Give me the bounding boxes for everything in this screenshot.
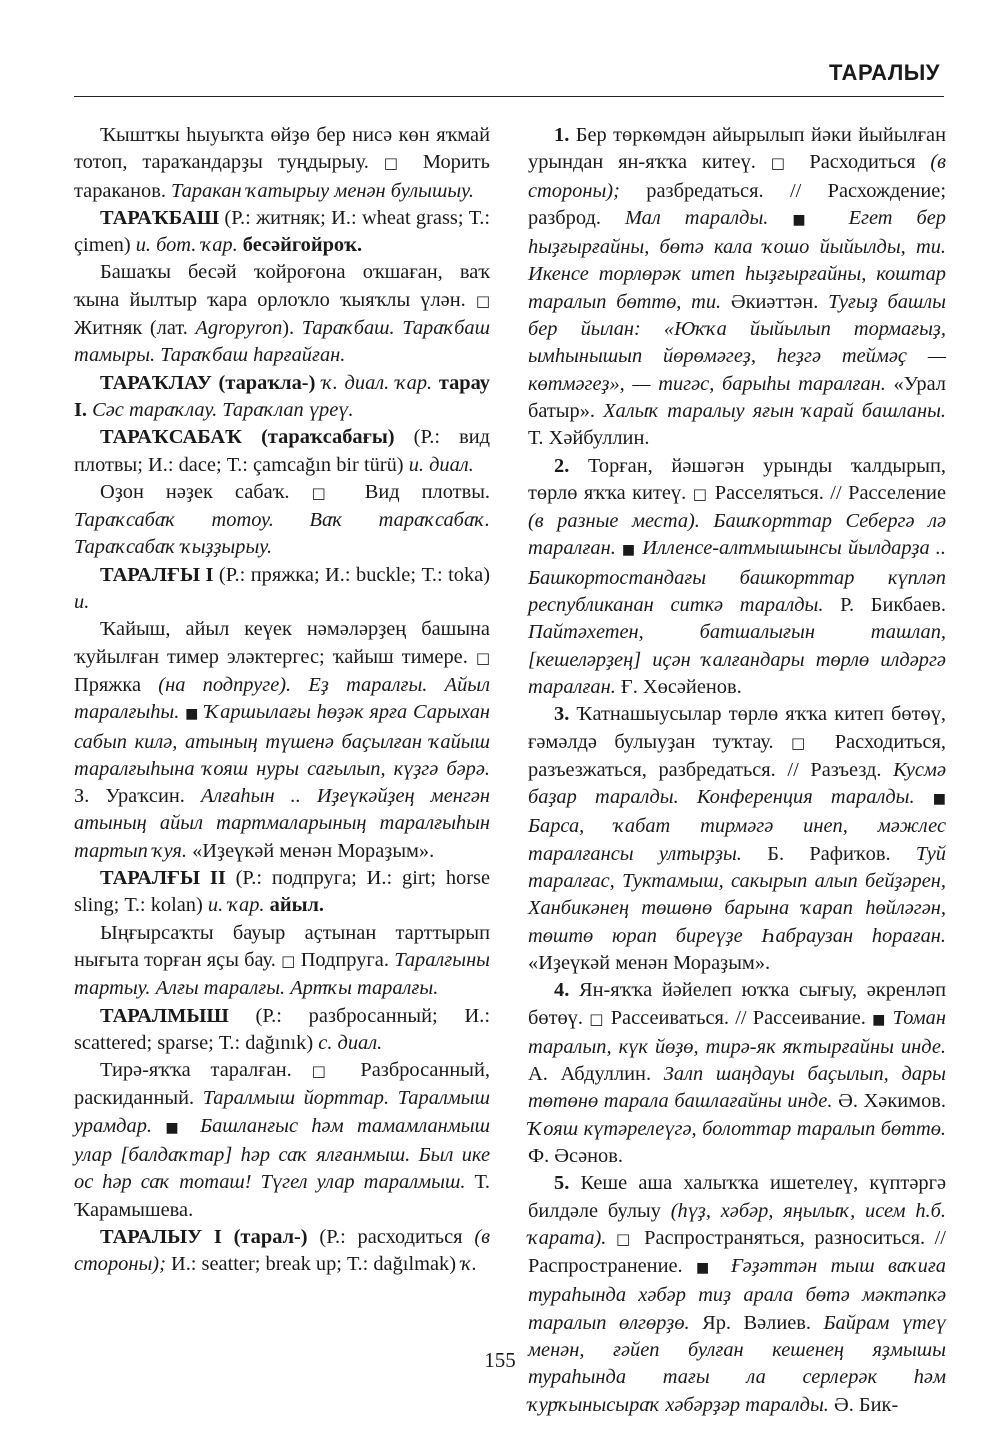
definition-paragraph: Тирә-яҡҡа таралған. □ Разбросанный, раскиданный. Таралмыш йорттар. Таралмыш урамдар. ■ Башланғыс һәм тамамланмыш улар [балдаҡтар] һәр саҡ ялғанмыш. Был ике ос һәр саҡ тоташ! Түгел улар таралмыш. Т. Ҡарамышева. bbox=[74, 1059, 490, 1221]
left-column bbox=[74, 122, 490, 1278]
running-header: ТАРАЛЫУ bbox=[829, 60, 940, 85]
sense-1: 1. Бер төркөмдән айырылып йәки йыйылған урындан ян-яҡҡа китеү. □ Расходиться (в стороны); разбредаться. // Расхождение; разброд. Мал таралды. ■ Егет бер һыҙғырғайны, бөтә кала ҡошо йыйылды, ти. Икенсе торлөрәк итеп һыҙғырғайны, коштар таралып бөттө, ти. Әкиәттән. Туғыҙ башлы бер йылан: «Юҡҡа йыйылып тормағыҙ, ымһынышып йөрөмәгеҙ, һеҙгә теймәҫ — көтмәгеҙ», — тигәс, барыһы таралған. «Урал батыр». Халыҡ таралыу яғын ҡарай башланы. Т. Хәйбуллин. bbox=[528, 124, 946, 450]
sense-4: 4. Ян-яҡҡа йәйелеп юҡҡа сығыу, әкренләп бөтөү. □ Рассеиваться. // Рассеивание. ■ Томан таралып, күк йөҙө, тирә-як яҡтырғайны инде. А. Абдуллин. Залп шаңдауы баҫылып, дары төтөнө тарала башлағайны инде. Ә. Хәкимов. Ҡояш күтәрелеүгә, болоттар таралып бөттө. Ф. Әсәнов. bbox=[528, 979, 946, 1167]
definition-paragraph: Башаҡы бесәй ҡойроғона оҡшаған, ваҡ ҡына йылтыр ҡара орлоҡло ҡыяҡлы үлән. □ Житняк (лат. Agropyron). Тараҡбаш. Тараҡбаш тамыры. Тараҡбаш һарғайған. bbox=[74, 261, 490, 367]
entry-taralyu-1: ТАРАЛЫУ I (тарал-) (Р.: расходиться (в стороны); И.: seatter; break up; Т.: dağılmak) ҡ. bbox=[74, 1225, 490, 1276]
entry-taralgy-1: ТАРАЛҒЫ I (Р.: пряжка; И.: buckle; Т.: toka) и. bbox=[74, 563, 490, 614]
entry-taralgy-2: ТАРАЛҒЫ II (Р.: подпруга; И.: girt; horse sling; Т.: kolan) и. ҡар. айыл. bbox=[74, 867, 490, 917]
sense-5: 5. Кеше аша халыҡҡа ишетелеү, күптәргә билдәле булыу (һүҙ, хәбәр, яңылыҡ, исем һ.б. ҡарата). □ Распространяться, разноситься. // Распространение. ■ Ғәҙәттән тыш ваҡиға тураһында хәбәр тиҙ арала бөтә мәктәпкә таралып өлгөрҙө. Яр. Вәлиев. Байрам үтеү менән, ғәйеп булған кешенең яҙмышы тураһында тағы ла серлерәк һәм ҡурҡынысыраҡ хәбәрҙәр таралды. Ә. Бик- bbox=[528, 1172, 947, 1416]
definition-paragraph: Оҙон нәҙек сабаҡ. □ Вид плотвы. Тараҡсабаҡ тотоу. Ваҡ тараҡсабаҡ. Тараҡсабаҡ ҡыҙҙырыу. bbox=[74, 480, 490, 559]
entry-taraksabak: ТАРАҠСАБАҠ (тараҡсабағы) (Р.: вид плотвы; И.: dace; Т.: çamcağın bir türü) и. диал. bbox=[74, 426, 490, 476]
header-divider bbox=[74, 96, 944, 97]
entry-taralmysh: ТАРАЛМЫШ (Р.: разбросанный; И.: scattered; sparse; Т.: dağınık) с. диал. bbox=[74, 1004, 490, 1054]
sense-3: 3. Ҡатнашыусылар төрлө яҡҡа китеп бөтөү, ғәмәлдә булыуҙан туҡтау. □ Расходиться, разъезжаться, разбредаться. // Разъезд. Кусмә баҙар таралды. Конференция таралды. ■ Барса, ҡабат тирмәгә инеп, мәжлес таралғансы ултырҙы. Б. Рафиҡов. Туй таралғас, Туктамыш, сакырып алып бейҙәрен, Ханбикәнең төшөнө барына ҡарап һөйләгән, төштө юрап биреүҙе Һабраузан һораған. «Иҙеүкәй менән Мораҙым». bbox=[528, 703, 946, 974]
definition-paragraph: Ыңғырсаҡты бауыр аҫтынан тарттырып нығыта торған яҫы бау. □ Подпруга. Таралғыны тартыу. Алғы таралғы. Артҡы таралғы. bbox=[74, 921, 490, 1000]
definition-paragraph: Ҡайыш, айыл кеүек нәмәләрҙең башына ҡуйылған тимер эләктергес; ҡайыш тимере. □ Пряжка (на подпруге). Еҙ таралғы. Айыл таралғыһы. ■ Ҡаршылағы һөҙәк ярға Сарыхан сабып килә, атының түшенә баҫылған ҡайыш таралғыһына ҡояш нуры сағылып, күҙгә бәрә. З. Ураҡсин. Алғаһын .. Иҙеүкәйҙең менгән атының айыл тартмаларының таралғыһын тартып ҡуя. «Иҙеүкәй менән Мораҙым». bbox=[74, 618, 491, 862]
entry-paragraph: Ҡыштҡы һыуыҡта өйҙө бер нисә көн яҡмай тотоп, тараҡандарҙы туңдырыу. □ Морить тараканов. Таракан ҡатырыу менән булышыу. bbox=[74, 124, 490, 202]
sense-2: 2. Торған, йәшәгән урынды ҡалдырып, төрлө яҡҡа китеү. □ Расселяться. // Расселение (в разные места). Башҡорттар Себергә лә таралған. ■ Илленсе-алтмышынсы йылдарҙа .. Башкортостандағы башкорттар күпләп республиканан ситкә таралды. Р. Бикбаев. Пайтәхетен, батшалығын ташлап, [кешеләрҙең] иҫән ҡалғандары төрлө илдәргә таралған. Ғ. Хөсәйенов. bbox=[528, 454, 947, 698]
entry-taraklau: ТАРАҠЛАУ (тараҡла-) ҡ. диал. ҡар. тарау I. Сәс тараҡлау. Тараҡлап үреү. bbox=[74, 371, 490, 421]
right-column bbox=[528, 122, 946, 1419]
entry-tarakbash: ТАРАҠБАШ (Р.: житняк; И.: wheat grass; Т.: çimen) и. бот. ҡар. бесәйгойроҡ. bbox=[74, 206, 490, 257]
page-number: 155 bbox=[484, 1348, 516, 1372]
